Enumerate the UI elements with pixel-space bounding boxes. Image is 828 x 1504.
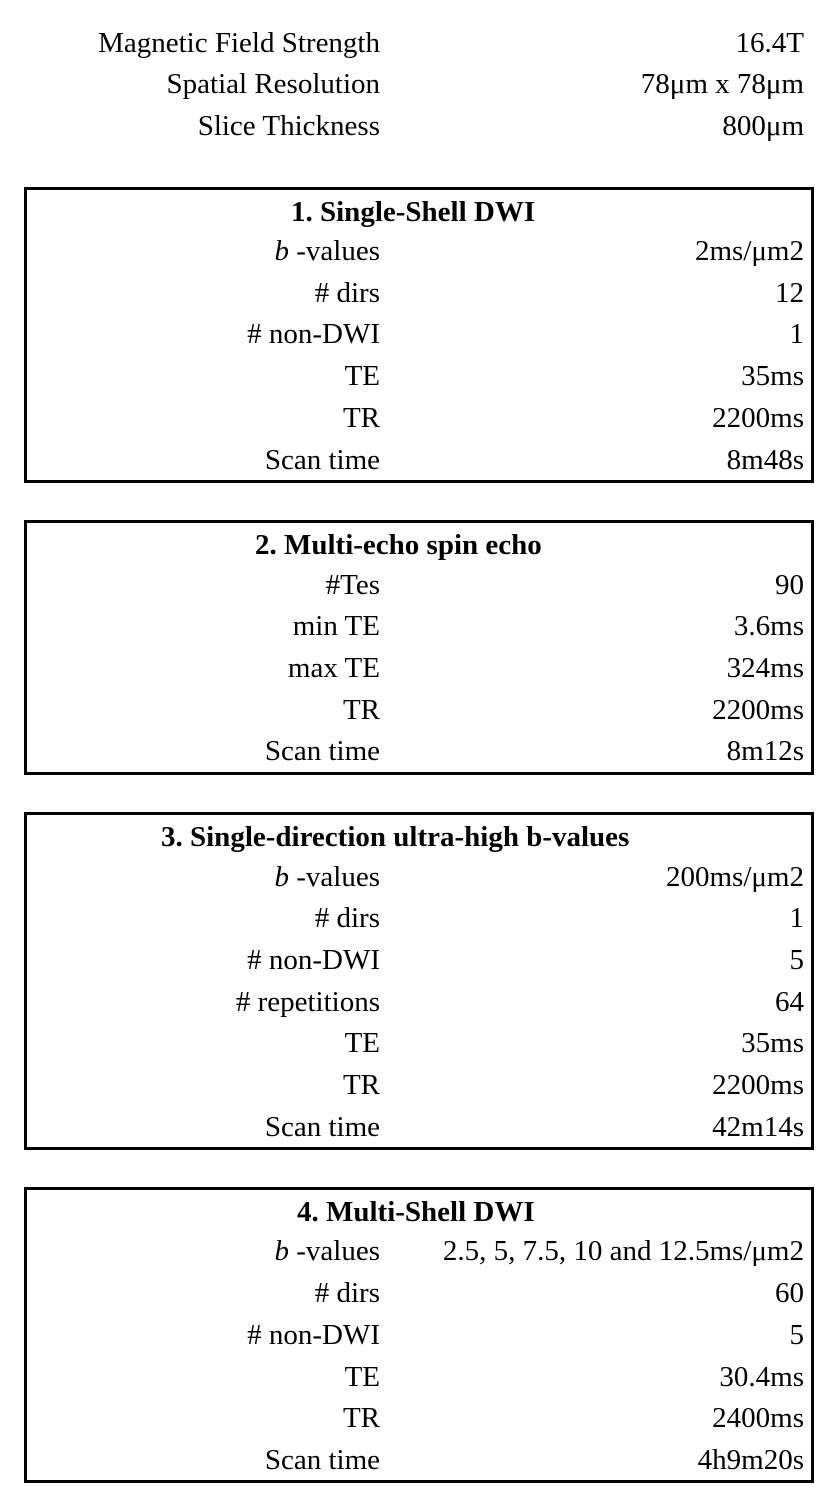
- row-label: #Tes: [325, 569, 380, 601]
- table-row: [0, 690, 828, 731]
- row-label: # dirs: [314, 902, 380, 934]
- table-row: [0, 231, 828, 272]
- row-value: 30.4ms: [719, 1361, 804, 1393]
- row-label: Scan time: [264, 1444, 380, 1476]
- row-label: # dirs: [314, 277, 380, 309]
- row-label: TR: [342, 402, 380, 434]
- row-label: Scan time: [264, 1111, 380, 1143]
- table-row: [0, 273, 828, 314]
- table-row: [0, 648, 828, 689]
- row-value: 3.6ms: [733, 610, 804, 642]
- table-row: [0, 1398, 828, 1439]
- row-value: 5: [789, 1319, 804, 1351]
- row-value: 2200ms: [712, 694, 804, 726]
- table-row: [0, 606, 828, 647]
- row-label: b -values: [274, 1235, 380, 1267]
- spatial-resolution-label: Spatial Resolution: [166, 68, 380, 100]
- row-label: # repetitions: [235, 986, 380, 1018]
- row-label: Scan time: [264, 444, 380, 476]
- table-row: [0, 1315, 828, 1356]
- table-row: [0, 398, 828, 439]
- row-value: 1: [789, 902, 804, 934]
- row-value: 5: [789, 944, 804, 976]
- b-italic: b: [274, 861, 289, 893]
- row-value: 64: [775, 986, 804, 1018]
- field-strength-value: 16.4T: [735, 27, 804, 59]
- row-label: b -values: [274, 235, 380, 267]
- header-row-slice-thickness: [0, 106, 828, 147]
- row-value: 90: [775, 569, 804, 601]
- table-row: [0, 1065, 828, 1106]
- section-title: 4. Multi-Shell DWI: [297, 1196, 535, 1228]
- row-value: 35ms: [741, 360, 804, 392]
- row-label: max TE: [287, 652, 380, 684]
- row-value: 8m48s: [726, 444, 804, 476]
- section-title: 3. Single-direction ultra-high b-values: [161, 821, 630, 853]
- table-row: [0, 565, 828, 606]
- row-value: 60: [775, 1277, 804, 1309]
- b-italic: b: [274, 1235, 289, 1267]
- table-row: [0, 898, 828, 939]
- row-label: # non-DWI: [247, 318, 380, 350]
- spatial-resolution-value: 78μm x 78μm: [640, 68, 804, 100]
- table-row: [0, 982, 828, 1023]
- row-value: 42m14s: [712, 1111, 804, 1143]
- header-row-spatial-resolution: [0, 64, 828, 105]
- row-label: b -values: [274, 861, 380, 893]
- row-label: # non-DWI: [247, 1319, 380, 1351]
- row-label: TE: [344, 360, 380, 392]
- row-value: 2200ms: [712, 1069, 804, 1101]
- row-label: TR: [342, 1402, 380, 1434]
- header-row-field-strength: [0, 23, 828, 64]
- table-row: [0, 1107, 828, 1148]
- row-label: TE: [344, 1027, 380, 1059]
- row-label: TE: [344, 1361, 380, 1393]
- row-value: 2.5, 5, 7.5, 10 and 12.5ms/μm2: [442, 1235, 804, 1267]
- row-value: 2200ms: [712, 402, 804, 434]
- table-row: [0, 314, 828, 355]
- table-row: [0, 1357, 828, 1398]
- row-value: 2400ms: [712, 1402, 804, 1434]
- row-label: Scan time: [264, 735, 380, 767]
- section-title: 2. Multi-echo spin echo: [255, 529, 542, 561]
- table-row: [0, 356, 828, 397]
- row-label: min TE: [292, 610, 380, 642]
- row-value: 35ms: [741, 1027, 804, 1059]
- table-row: [0, 1440, 828, 1481]
- row-value: 12: [775, 277, 804, 309]
- row-value: 1: [789, 318, 804, 350]
- row-label: # non-DWI: [247, 944, 380, 976]
- table-row: [0, 1231, 828, 1272]
- field-strength-label: Magnetic Field Strength: [98, 27, 380, 59]
- row-value: 200ms/μm2: [665, 861, 804, 893]
- section-title: 1. Single-Shell DWI: [291, 196, 536, 228]
- table-row: [0, 940, 828, 981]
- row-label: # dirs: [314, 1277, 380, 1309]
- table-row: [0, 1023, 828, 1064]
- table-row: [0, 1273, 828, 1314]
- table-row: [0, 440, 828, 481]
- row-label: TR: [342, 694, 380, 726]
- row-value: 2ms/μm2: [694, 235, 804, 267]
- table-row: [0, 857, 828, 898]
- row-label: TR: [342, 1069, 380, 1101]
- slice-thickness-label: Slice Thickness: [197, 110, 380, 142]
- row-value: 4h9m20s: [697, 1444, 804, 1476]
- b-italic: b: [274, 235, 289, 267]
- table-row: [0, 731, 828, 772]
- row-value: 324ms: [726, 652, 804, 684]
- slice-thickness-value: 800μm: [722, 110, 804, 142]
- row-value: 8m12s: [726, 735, 804, 767]
